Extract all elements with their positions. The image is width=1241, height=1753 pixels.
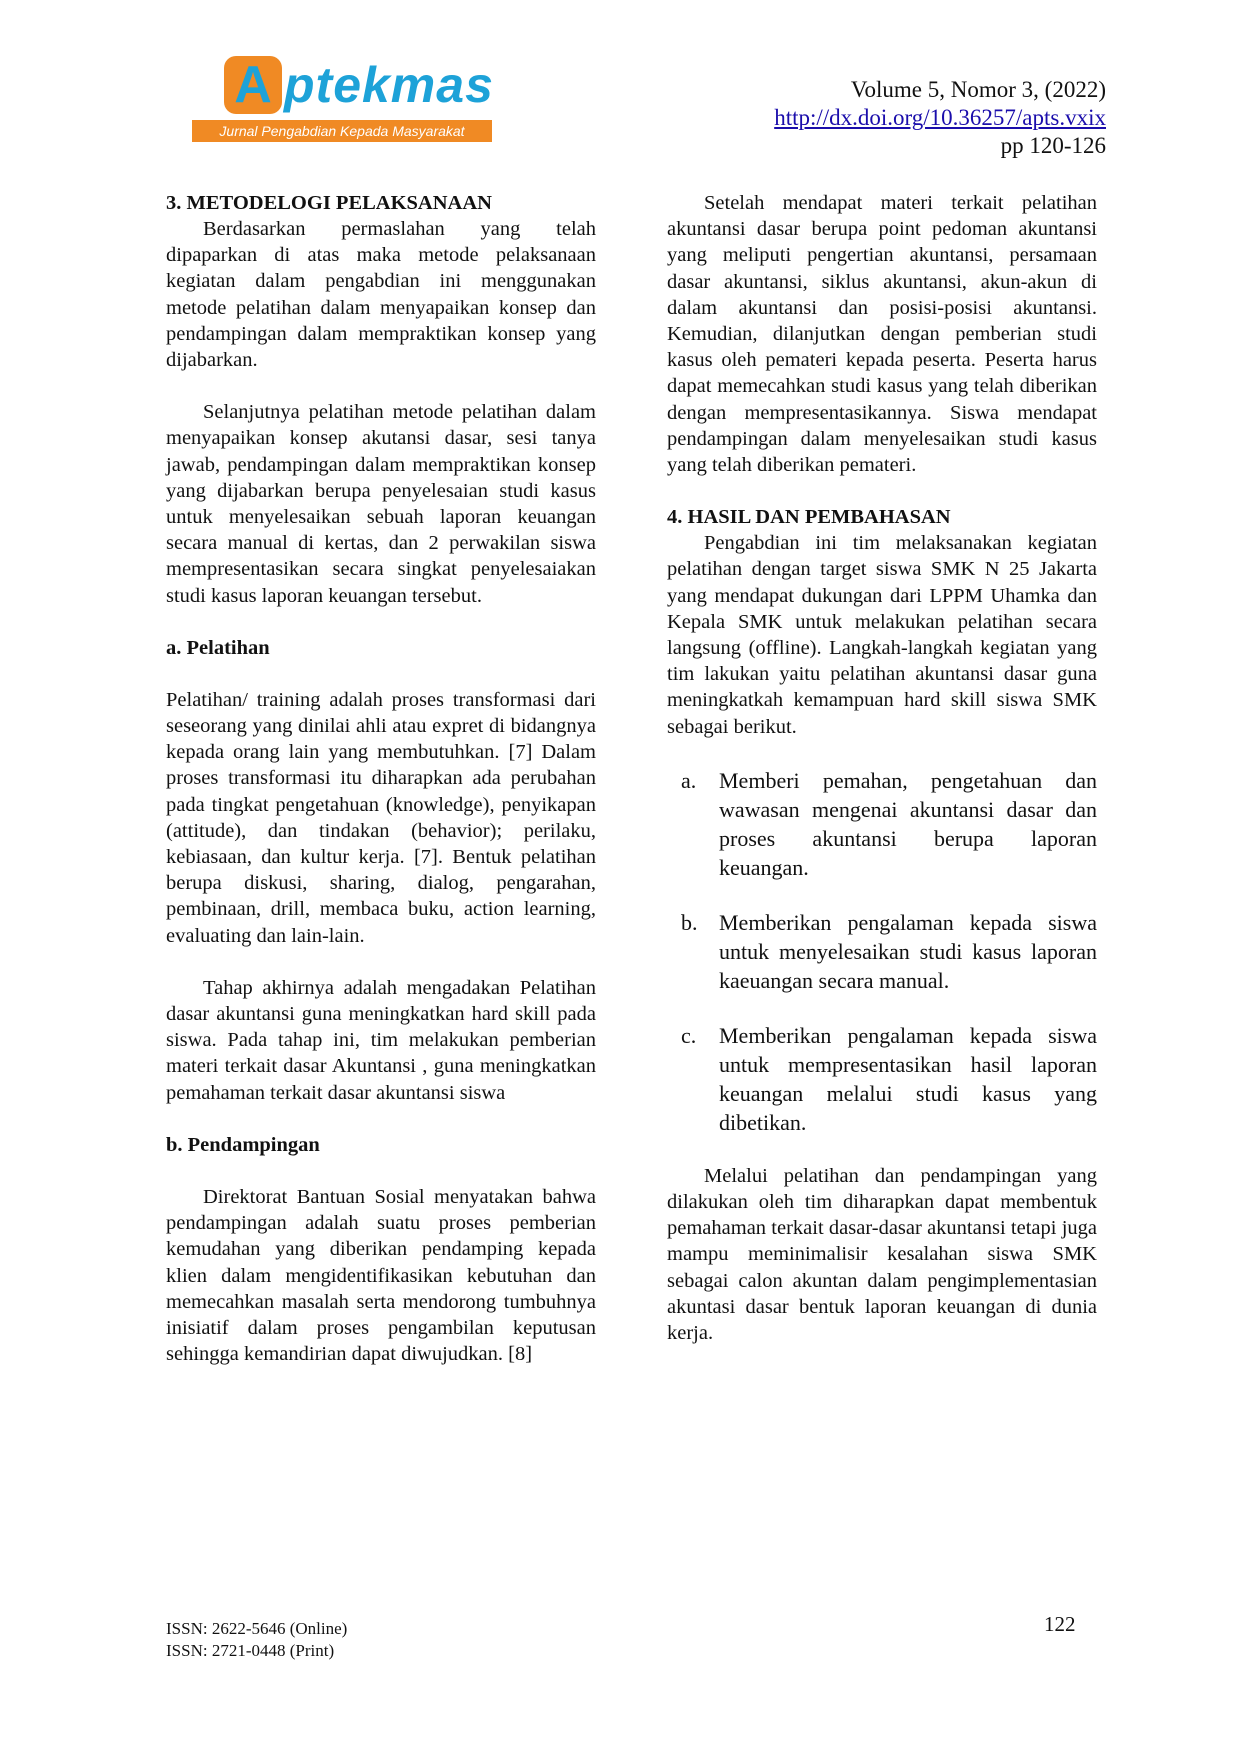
issn-block (166, 1618, 347, 1662)
right-column (667, 190, 1097, 1372)
logo-badge (224, 56, 282, 114)
logo-initial: A (234, 56, 272, 114)
left-column (166, 190, 596, 1393)
volume-line: Volume 5, Nomor 3, (2022) (850, 77, 1106, 102)
section-3-heading: 3. METODELOGI PELAKSANAAN (166, 192, 492, 214)
list-label: a. (681, 767, 697, 793)
list-label: b. (681, 909, 698, 935)
paragraph: Setelah mendapat materi terkait pelatihan akuntansi dasar berupa point pedoman akuntansi yang meliputi pengertian akuntansi, persamaan dasar akuntansi, siklus akuntansi, akun-akun di dalam akuntansi dan posisi-posisi akuntansi. Kemudian, dilanjutkan dengan pemberian studi kasus oleh pemateri kepada peserta. Peserta harus dapat memecahkan studi kasus yang telah diberikan dengan mempresentasikannya. Siswa mendapat pendampingan dalam menyelesaikan studi kasus yang telah diberikan pemateri. (667, 192, 1097, 477)
page-range: pp 120-126 (1000, 133, 1106, 158)
section-4-heading: 4. HASIL DAN PEMBAHASAN (667, 506, 951, 529)
list-text: Memberikan pengalaman kepada siswa untuk menyelesaikan studi kasus laporan kaeuangan secara manual. (719, 909, 1097, 993)
doi-link[interactable]: http://dx.doi.org/10.36257/apts.vxix (774, 105, 1106, 130)
paragraph: Melalui pelatihan dan pendampingan yang dilakukan oleh tim diharapkan dapat membentuk pemahaman terkait dasar-dasar akuntansi tetapi juga mampu meminimalisir kesalahan siswa SMK sebagai calon akuntan dalam pengimplementasian akuntasi dasar bentuk laporan keuangan di dunia kerja. (667, 1164, 1097, 1345)
paragraph: Selanjutnya pelatihan metode pelatihan dalam menyapaikan konsep akutansi dasar, sesi tanya jawab, pendampingan dalam mempraktikan konsep yang dijabarkan berupa penyelesaian studi kasus untuk menyelesaikan sebuah laporan keuangan secara manual di kertas, dan 2 perwakilan siswa mempresentasikan secara singkat penyelesaiakan studi kasus laporan keuangan tersebut. (166, 401, 596, 607)
issn-online: ISSN: 2622-5646 (Online) (166, 1619, 348, 1638)
list-item (667, 1021, 1097, 1137)
paragraph: Pelatihan/ training adalah proses transformasi dari seseorang yang dinilai ahli atau expret di bidangnya kepada orang lain yang membutuhkan. [7] Dalam proses transformasi itu diharapkan ada perubahan pada tingkat pengetahuan (knowledge), penyikapan (attitude), dan tindakan (behavior); perilaku, kebiasaan, dan kultur kerja. [7]. Bentuk pelatihan berupa diskusi, sharing, dialog, pengarahan, pembinaan, drill, membaca buku, action learning, evaluating dan lain-lain. (166, 688, 596, 947)
paragraph: Tahap akhirnya adalah mengadakan Pelatihan dasar akuntansi guna meningkatkan hard skill pada siswa. Pada tahap ini, tim melakukan pemberian materi terkait dasar Akuntansi , guna meningkatkan pemahaman terkait dasar akuntansi siswa (166, 976, 596, 1104)
issn-print: ISSN: 2721-0448 (Print) (166, 1641, 335, 1660)
list-text: Memberi pemahan, pengetahuan dan wawasan mengenai akuntansi dasar dan proses akuntansi berupa laporan keuangan. (719, 767, 1097, 880)
paragraph: Berdasarkan permaslahan yang telah dipaparkan di atas maka metode pelaksanaan kegiatan dalam pengabdian ini menggunakan metode pelatihan dalam menyapaikan konsep dan pendampingan dalam mempraktikan konsep yang dijabarkan. (166, 218, 596, 372)
list-item (667, 908, 1097, 995)
activity-list (667, 766, 1097, 1137)
issue-info (774, 76, 1106, 160)
subsection-b-heading: b. Pendampingan (166, 1133, 320, 1156)
list-item (667, 766, 1097, 882)
list-text: Memberikan pengalaman kepada siswa untuk mempresentasikan hasil laporan keuangan melalui studi kasus yang dibetikan. (719, 1022, 1097, 1135)
journal-logo (192, 50, 492, 150)
list-label: c. (681, 1022, 697, 1048)
paragraph: Direktorat Bantuan Sosial menyatakan bahwa pendampingan adalah suatu proses pemberian kemudahan yang diberikan pendamping kepada klien dalam mengidentifikasikan kebutuhan dan memecahkan masalah serta mendorong tumbuhnya inisiatif dalam proses pengambilan keputusan sehingga kemandirian dapat diwujudkan. [8] (166, 1185, 596, 1366)
logo-tagline: Jurnal Pengabdian Kepada Masyarakat (192, 120, 492, 142)
paragraph: Pengabdian ini tim melaksanakan kegiatan pelatihan dengan target siswa SMK N 25 Jakarta yang mendapat dukungan dari LPPM Uhamka dan Kepala SMK untuk melakukan pelatihan secara langsung (offline). Langkah-langkah kegiatan yang tim lakukan yaitu pelatihan akuntansi dasar guna meningkatkah kemampuan hard skill siswa SMK sebagai berikut. (667, 532, 1097, 738)
logo-wordmark: ptekmas (284, 57, 494, 113)
page-number: 122 (1044, 1612, 1076, 1636)
subsection-a-heading: a. Pelatihan (166, 636, 270, 659)
